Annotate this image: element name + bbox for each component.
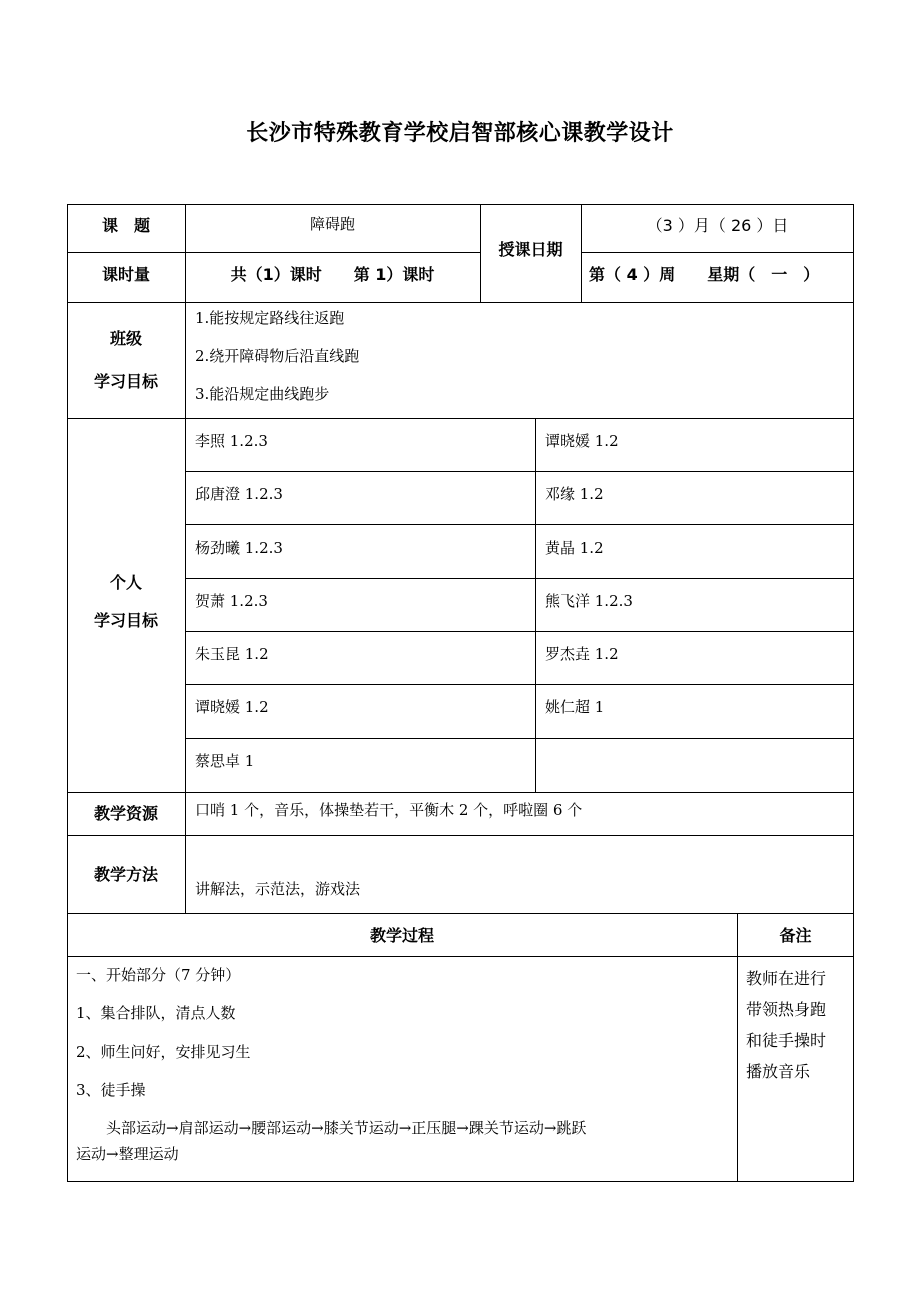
- process-line: 2、师生问好，安排见习生: [76, 1043, 251, 1061]
- student-goal: 谭晓媛 1.2: [545, 432, 619, 450]
- student-goal: 贺萧 1.2.3: [195, 592, 268, 610]
- personal-goals-label-line2: 学习目标: [93, 611, 158, 630]
- exercise-line: 运动→整理运动: [76, 1145, 179, 1163]
- student-goal: 朱玉昆 1.2: [195, 645, 269, 663]
- hours-label: 课时量: [101, 265, 150, 284]
- class-goals-label-line1: 班级: [109, 329, 142, 348]
- topic-label: 课 题: [101, 216, 150, 235]
- class-goals-label-line2: 学习目标: [93, 372, 158, 391]
- topic-value: 障碍跑: [309, 215, 355, 233]
- student-goal: 谭晓媛 1.2: [195, 698, 269, 716]
- date-value: （3 ）月（ 26 ）日: [646, 216, 789, 235]
- process-header: 教学过程: [369, 926, 434, 945]
- process-line: 一、开始部分（7 分钟）: [76, 966, 241, 984]
- student-goal: 邱唐澄 1.2.3: [195, 485, 283, 503]
- exercise-line: 头部运动→肩部运动→腰部运动→膝关节运动→正压腿→踝关节运动→跳跃: [76, 1119, 587, 1137]
- resources-value: 口哨 1 个，音乐，体操垫若干，平衡木 2 个，呼啦圈 6 个: [195, 801, 583, 819]
- process-line: 3、徒手操: [76, 1081, 146, 1099]
- note-line: 带领热身跑: [746, 1000, 827, 1019]
- note-line: 和徒手操时: [746, 1031, 827, 1050]
- page-title: 长沙市特殊教育学校启智部核心课教学设计: [246, 121, 674, 146]
- notes-header: 备注: [779, 926, 812, 945]
- student-goal: 罗杰垚 1.2: [545, 645, 619, 663]
- personal-goals-label-line1: 个人: [109, 573, 142, 592]
- student-goal: 熊飞洋 1.2.3: [545, 592, 633, 610]
- note-line: 教师在进行: [746, 969, 827, 988]
- student-goal: 杨劲曦 1.2.3: [195, 539, 283, 557]
- class-goal-item: 3.能沿规定曲线跑步: [195, 385, 330, 403]
- student-goal: 黄晶 1.2: [545, 539, 604, 557]
- class-goal-item: 2.绕开障碍物后沿直线跑: [195, 347, 360, 365]
- class-goal-item: 1.能按规定路线往返跑: [195, 309, 345, 327]
- hours-value: 共（1）课时 第 1）课时: [230, 265, 435, 284]
- methods-value: 讲解法，示范法，游戏法: [195, 880, 361, 898]
- student-goal: 姚仁超 1: [545, 698, 605, 716]
- note-line: 播放音乐: [746, 1062, 811, 1081]
- student-goal: 蔡思卓 1: [195, 752, 255, 770]
- date-label: 授课日期: [498, 240, 563, 259]
- student-goal: 邓缘 1.2: [545, 485, 604, 503]
- methods-label: 教学方法: [93, 865, 158, 884]
- student-goal: 李照 1.2.3: [195, 432, 268, 450]
- process-line: 1、集合排队，清点人数: [76, 1004, 236, 1022]
- week-value: 第（ 4 ）周 星期（ 一 ）: [589, 265, 820, 284]
- resources-label: 教学资源: [93, 804, 158, 823]
